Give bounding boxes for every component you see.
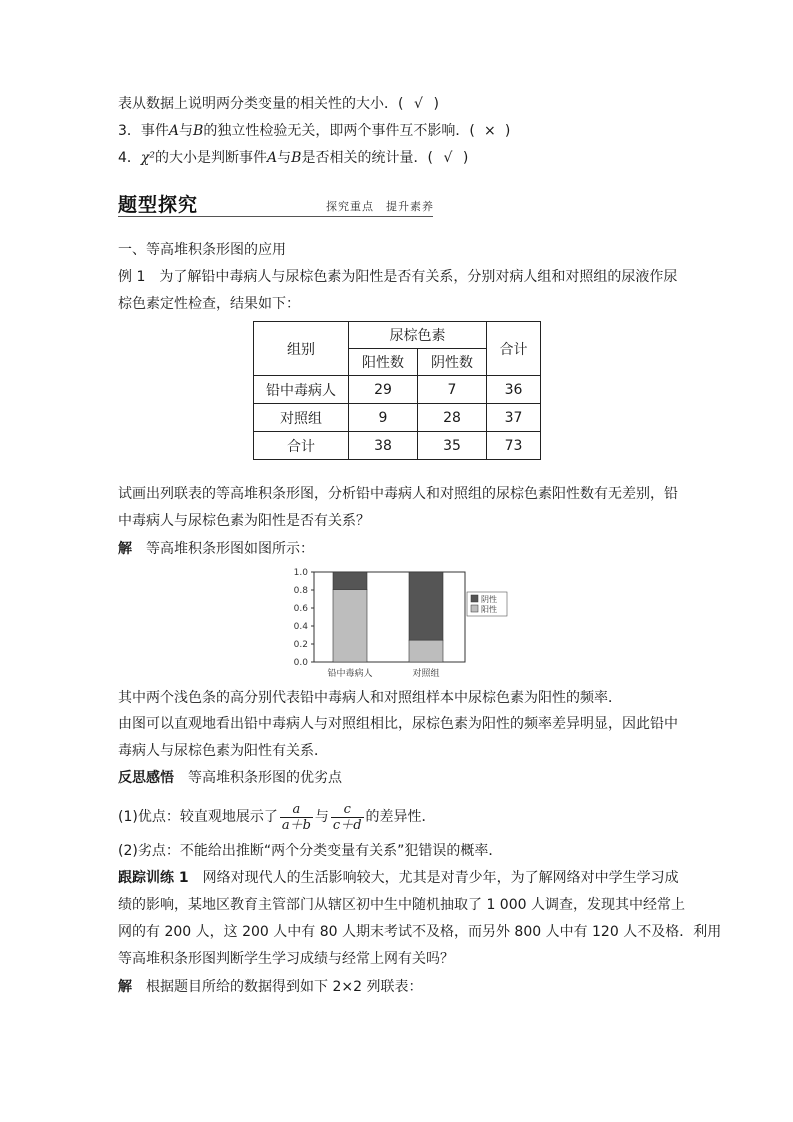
legend-label: 阳性 bbox=[481, 605, 497, 614]
example-label: 例 1 bbox=[118, 269, 146, 285]
check-mark-icon: √ bbox=[443, 150, 453, 166]
reflection-heading bbox=[118, 768, 342, 788]
item-4-text-2: 是否相关的统计量．( bbox=[301, 150, 433, 166]
intro-item-3 bbox=[118, 121, 510, 141]
bar-negative-0 bbox=[333, 572, 367, 589]
table-row bbox=[254, 404, 541, 432]
section-header bbox=[118, 190, 436, 220]
example-1-line-1 bbox=[118, 267, 677, 287]
table-cell-positive: 29 bbox=[349, 376, 418, 404]
check-mark-icon: √ bbox=[414, 96, 423, 112]
solution-2-text: 根据题目所给的数据得到如下 2×2 列联表： bbox=[146, 979, 423, 995]
fraction-a-numerator: a bbox=[280, 802, 313, 818]
legend-swatch bbox=[471, 605, 478, 612]
table-cell-positive: 9 bbox=[349, 404, 418, 432]
advantage-suffix: 的差异性． bbox=[365, 809, 436, 825]
item-4-and: 与 bbox=[277, 150, 292, 166]
bar-positive-0 bbox=[333, 589, 367, 662]
reflection-title: 等高堆积条形图的优劣点 bbox=[188, 770, 342, 786]
table-cell-negative: 28 bbox=[418, 404, 487, 432]
section-tagline: 探究重点 提升素养 bbox=[326, 200, 434, 213]
table-header-group: 组别 bbox=[254, 322, 349, 376]
example-1-text-1: 为了解铅中毒病人与尿棕色素为阳性是否有关系，分别对病人组和对照组的尿液作尿 bbox=[159, 269, 678, 285]
fraction-a bbox=[280, 802, 313, 833]
table-row bbox=[254, 432, 541, 460]
intro-item-4 bbox=[118, 148, 468, 168]
example-1-line-2: 棕色素定性检查，结果如下： bbox=[118, 296, 300, 312]
y-tick-label: 0.4 bbox=[293, 622, 308, 632]
table-cell-negative: 7 bbox=[418, 376, 487, 404]
item-4-end: ) bbox=[462, 150, 469, 166]
cross-mark-icon: × bbox=[483, 123, 496, 139]
reflection-disadvantage: (2)劣点：不能给出推断“两个分类变量有关系”犯错误的概率． bbox=[118, 843, 503, 859]
item-3-text: 的独立性检验无关，即两个事件互不影响．( bbox=[203, 123, 475, 139]
legend-label: 阴性 bbox=[481, 595, 497, 604]
item-4-number: 4． bbox=[118, 150, 141, 166]
analysis-line-1: 其中两个浅色条的高分别代表铅中毒病人和对照组样本中尿棕色素为阳性的频率． bbox=[118, 690, 622, 706]
x-tick-label: 铅中毒病人 bbox=[327, 669, 373, 679]
bar-positive-1 bbox=[409, 640, 443, 662]
fraction-c bbox=[331, 802, 364, 833]
item-4-event-a: A bbox=[267, 150, 278, 166]
y-tick-label: 0.8 bbox=[293, 586, 308, 596]
section-divider bbox=[118, 216, 433, 217]
fraction-c-denominator: c＋d bbox=[332, 817, 362, 833]
training-line-1 bbox=[118, 868, 679, 888]
chart-y-axis bbox=[294, 568, 314, 668]
solution-label: 解 bbox=[118, 541, 132, 557]
table-row bbox=[254, 376, 541, 404]
y-tick-label: 0.0 bbox=[293, 658, 308, 668]
fraction-a-denominator: a＋b bbox=[281, 817, 311, 833]
training-line-4: 等高堆积条形图判断学生学习成绩与经常上网有关吗？ bbox=[118, 951, 454, 967]
advantage-prefix: (1)优点：较直观地展示了 bbox=[118, 809, 278, 825]
table-cell-label: 铅中毒病人 bbox=[254, 376, 349, 404]
stacked-bar-chart bbox=[286, 566, 526, 682]
analysis-line-3: 毒病人与尿棕色素为阳性有关系． bbox=[118, 743, 328, 759]
analysis-line-2: 由图可以直观地看出铅中毒病人与对照组相比，尿棕色素为阳性的频率差异明显，因此铅中 bbox=[118, 716, 678, 732]
item-3-event-a: A bbox=[168, 123, 180, 139]
table-cell-negative: 35 bbox=[418, 432, 487, 460]
section-title: 题型探究 bbox=[118, 194, 199, 216]
chart-x-axis bbox=[327, 667, 439, 679]
contingency-table bbox=[253, 321, 541, 460]
item-4-chi-square: χ² bbox=[140, 150, 156, 166]
chart-bars bbox=[333, 572, 443, 662]
item-4-text-1: 的大小是判断事件 bbox=[155, 150, 268, 166]
question-line-2: 中毒病人与尿棕色素为阳性是否有关系？ bbox=[118, 513, 370, 529]
table-cell-label: 对照组 bbox=[254, 404, 349, 432]
item-4-event-b: B bbox=[291, 150, 302, 166]
table-cell-label: 合计 bbox=[254, 432, 349, 460]
reflection-label: 反思感悟 bbox=[118, 770, 174, 786]
item-3-event-b: B bbox=[193, 123, 204, 139]
table-subheader-positive: 阳性数 bbox=[349, 349, 418, 376]
item-3-end: ) bbox=[504, 123, 511, 139]
y-tick-label: 0.6 bbox=[293, 604, 308, 614]
table-header-urine: 尿棕色素 bbox=[349, 322, 487, 349]
training-label: 跟踪训练 1 bbox=[118, 870, 189, 886]
y-tick-label: 1.0 bbox=[293, 568, 308, 578]
solution-2 bbox=[118, 977, 422, 997]
bar-negative-1 bbox=[409, 572, 443, 640]
advantage-and: 与 bbox=[314, 809, 329, 825]
y-tick-label: 0.2 bbox=[293, 640, 308, 650]
training-line-2: 绩的影响，某地区教育主管部门从辖区初中生中随机抽取了 1 000 人调查，发现其中经常上 bbox=[118, 897, 685, 913]
table-cell-total: 73 bbox=[487, 432, 541, 460]
table-header-total: 合计 bbox=[487, 322, 541, 376]
table-cell-total: 37 bbox=[487, 404, 541, 432]
x-tick-label: 对照组 bbox=[412, 669, 440, 679]
table-cell-positive: 38 bbox=[349, 432, 418, 460]
solution-1-text: 等高堆积条形图如图所示： bbox=[146, 541, 314, 557]
solution-label: 解 bbox=[118, 979, 132, 995]
intro-line-1-text: 表从数据上说明两分类变量的相关性的大小．( bbox=[118, 96, 404, 112]
reflection-advantage bbox=[118, 800, 436, 834]
intro-line-1 bbox=[118, 94, 439, 114]
legend-swatch bbox=[471, 595, 478, 602]
training-line-3: 网的有 200 人，这 200 人中有 80 人期末考试不及格，而另外 800 人中有 120 人不及格．利用 bbox=[118, 924, 722, 940]
table-cell-total: 36 bbox=[487, 376, 541, 404]
fraction-c-numerator: c bbox=[331, 802, 364, 818]
item-3-and: 与 bbox=[179, 123, 194, 139]
question-line-1: 试画出列联表的等高堆积条形图，分析铅中毒病人和对照组的尿棕色素阳性数有无差别，铅 bbox=[118, 486, 678, 502]
part-1-heading: 一、等高堆积条形图的应用 bbox=[118, 242, 286, 258]
table-subheader-negative: 阴性数 bbox=[418, 349, 487, 376]
solution-1 bbox=[118, 539, 314, 559]
item-3-number: 3．事件 bbox=[118, 123, 169, 139]
chart-legend bbox=[467, 592, 507, 616]
training-text-1: 网络对现代人的生活影响较大，尤其是对青少年，为了解网络对中学生学习成 bbox=[202, 870, 679, 886]
intro-line-1-end: ) bbox=[433, 96, 439, 112]
